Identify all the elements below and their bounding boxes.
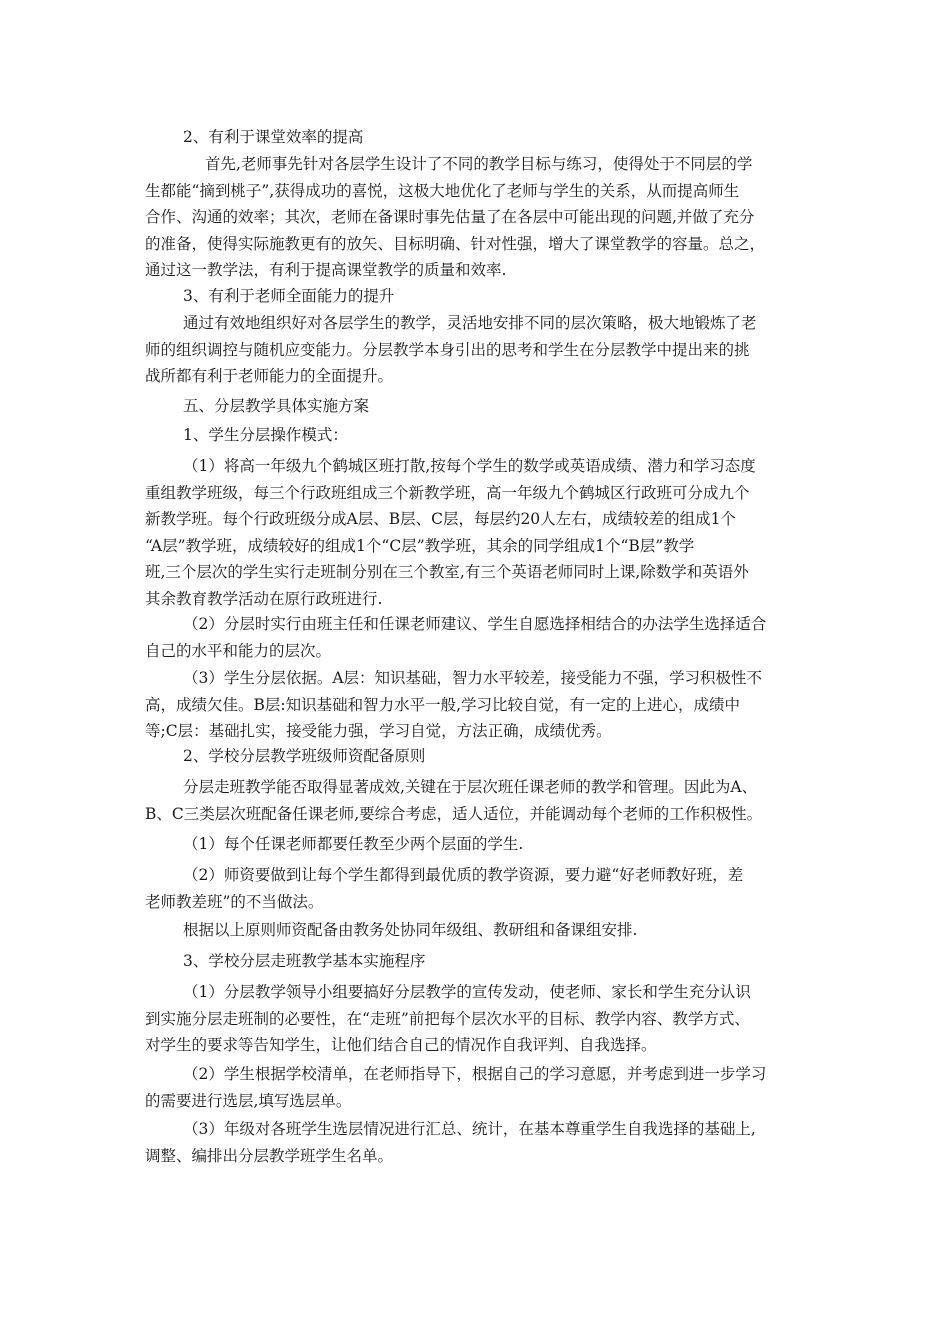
text-line: B、C三类层次班配备任课老师,要综合考虑，适人适位，并能调动每个老师的工作积极性。: [145, 804, 763, 823]
heading-3-procedure: [145, 948, 813, 975]
paragraph-procedure-2: [145, 1061, 813, 1114]
text-line: 其余教育教学活动在原行政班进行.: [145, 589, 383, 608]
paragraph-grouping-1: [145, 453, 813, 612]
text-line: （1）将高一年级九个鹤城区班打散,按每个学生的数学或英语成绩、潜力和学习态度: [183, 457, 756, 475]
text-line: （2）分层时实行由班主任和任课老师建议、学生自愿选择相结合的办法学生选择适合: [183, 615, 767, 633]
text-line: 调整、编排出分层教学班学生名单。: [145, 1146, 394, 1165]
heading-1-grouping: [145, 422, 813, 449]
text-line: 通过这一教学法，有利于提高课堂教学的质量和效率.: [145, 261, 507, 279]
text-line: （3）年级对各班学生选层情况进行汇总、统计，在基本尊重学生自我选择的基础上,: [183, 1120, 756, 1138]
paragraph-staffing: [145, 774, 813, 827]
text-line: 1、学生分层操作模式：: [183, 426, 348, 444]
heading-2-efficiency: [145, 124, 813, 151]
paragraph-ability: [145, 310, 813, 390]
text-line: （1）分层教学领导小组要搞好分层教学的宣传发动，使老师、家长和学生充分认识: [183, 983, 751, 1001]
text-line: 自己的水平和能力的层次。: [145, 641, 332, 660]
paragraph-staffing-2: [145, 862, 813, 915]
text-line: 3、有利于老师全面能力的提升: [183, 287, 395, 305]
text-line: 对学生的要求等告知学生，让他们结合自己的情况作自我评判、自我选择。: [145, 1036, 657, 1054]
heading-2-staffing: [145, 743, 813, 770]
text-line: 新教学班。每个行政班级分成A层、B层、C层，每层约20人左右，成绩较差的组成1个: [145, 510, 737, 528]
text-line: 高，成绩欠佳。B层:知识基础和智力水平一般,学习比较自觉，有一定的上进心，成绩中: [145, 695, 741, 714]
text-line: 生都能“摘到桃子”,获得成功的喜悦，这极大地优化了老师与学生的关系，从而提高师生: [145, 181, 740, 200]
text-line: 师的组织调控与随机应变能力。分层教学本身引出的思考和学生在分层教学中提出来的挑: [145, 340, 750, 359]
text-line: 重组教学班级，每三个行政班组成三个新教学班，高一年级九个鹤城区行政班可分成九个: [145, 483, 750, 502]
text-line: 2、有利于课堂效率的提高: [183, 128, 364, 146]
text-line: 合作、沟通的效率；其次，老师在备课时事先估量了在各层中可能出现的问题,并做了充分: [145, 208, 755, 226]
text-line: 通过有效地组织好对各层学生的教学，灵活地安排不同的层次策略，极大地锻炼了老: [183, 314, 757, 332]
text-line: 班,三个层次的学生实行走班制分别在三个教室,有三个英语老师同时上课,除数学和英语外: [145, 563, 749, 581]
text-line: 等;C层：基础扎实，接受能力强，学习自觉，方法正确，成绩优秀。: [145, 722, 612, 740]
text-line: 的需要进行选层,填写选层单。: [145, 1091, 352, 1110]
paragraph-grouping-3: [145, 665, 813, 745]
text-line: 老师教差班”的不当做法。: [145, 892, 324, 911]
text-line: （1）每个任课老师都要任教至少两个层面的学生.: [183, 835, 524, 853]
paragraph-grouping-2: [145, 611, 813, 664]
paragraph-staffing-1: [145, 831, 813, 858]
text-line: （2）师资要做到让每个学生都得到最优质的教学资源，要力避“好老师教好班，差: [183, 866, 744, 884]
text-line: （3）学生分层依据。A层：知识基础，智力水平较差，接受能力不强，学习积极性不: [183, 669, 763, 687]
text-line: 的准备，使得实际施教更有的放矢、目标明确、针对性强，增大了课堂教学的容量。总之，: [145, 234, 766, 253]
text-line: 首先,老师事先针对各层学生设计了不同的教学目标与练习，使得处于不同层的学: [205, 155, 753, 173]
text-line: 五、分层教学具体实施方案: [183, 397, 370, 415]
section-heading-5: [145, 393, 813, 420]
paragraph-efficiency: [145, 151, 813, 284]
text-line: 到实施分层走班制的必要性，在“走班”前把每个层次水平的目标、教学内容、教学方式、: [145, 1009, 750, 1028]
text-line: 3、学校分层走班教学基本实施程序: [183, 952, 426, 970]
paragraph-procedure-3: [145, 1116, 813, 1169]
text-line: 2、学校分层教学班级师资配备原则: [183, 747, 426, 765]
paragraph-staffing-arrangement: [145, 917, 813, 944]
text-line: 战所都有利于老师能力的全面提升。: [145, 367, 394, 385]
text-line: “A层”教学班，成绩较好的组成1个“C层”教学班，其余的同学组成1个“B层”教学: [145, 536, 695, 555]
text-line: 分层走班教学能否取得显著成效,关键在于层次班任课老师的教学和管理。因此为A、: [183, 778, 758, 796]
text-line: 根据以上原则师资配备由教务处协同年级组、教研组和备课组安排.: [183, 921, 638, 939]
heading-3-ability: [145, 283, 813, 310]
text-line: （2）学生根据学校清单，在老师指导下，根据自己的学习意愿，并考虑到进一步学习: [183, 1065, 767, 1083]
paragraph-procedure-1: [145, 979, 813, 1059]
